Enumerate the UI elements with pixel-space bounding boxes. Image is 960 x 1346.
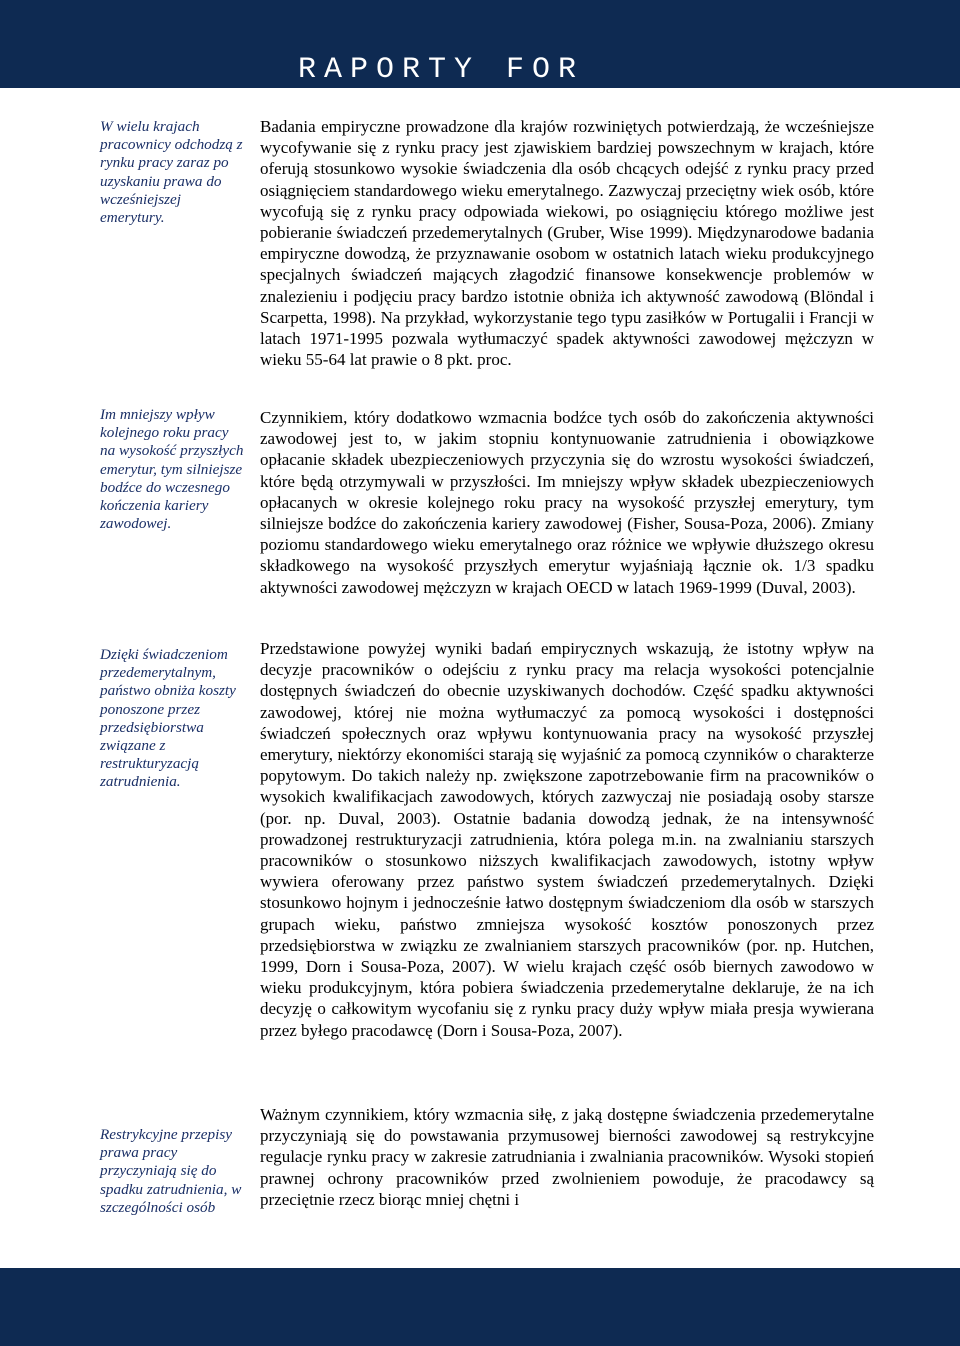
sidebar-note-early-retirement: W wielu krajach pracownicy odchodzą z rynku pracy zaraz po uzyskaniu prawa do wcześniejszej emerytury. (100, 118, 243, 227)
sidebar-note-pre-retirement-benefits: Dzięki świadczeniom przedemerytalnym, państwo obniża koszty ponoszone przez przedsiębiorstwa związane z restrukturyzacją zatrudnienia. (100, 646, 236, 791)
header-banner-title: RAPORTY FOR (298, 53, 585, 87)
paragraph-4: Ważnym czynnikiem, który wzmacnia siłę, z jaką dostępne świadczenia przedemerytalne przyczyniają się do powstawania przymusowej bierności zawodowej są restrykcyjne regulacje rynku pracy w zakresie zatrudniania i zwalniania pracowników. Wysoki stopień prawnej ochrony pracowników przed zwolnieniem powoduje, że pracodawcy są przeciętnie rzecz biorąc mniej chętni i (260, 1105, 874, 1209)
sidebar-note-labour-law: Restrykcyjne przepisy prawa pracy przyczyniają się do spadku zatrudnienia, w szczególności osób (100, 1126, 242, 1216)
sidebar-note-incentives: Im mniejszy wpływ kolejnego roku pracy na wysokość przyszłych emerytur, tym silniejsze bodźce do wczesnego kończenia kariery zawodowej. (100, 406, 244, 533)
footer-bar (0, 1268, 960, 1346)
paragraph-1: Badania empiryczne prowadzone dla krajów rozwiniętych potwierdzają, że wcześniejsze wycofywanie się z rynku pracy jest zjawiskiem bardziej powszechnym w krajach, które oferują stosunkowo wysokie świadczenia dla osób chcących odejść z rynku pracy przed osiągnięciem standardowego wieku emerytalnego. Zazwyczaj przeciętny wiek osób, które wycofują się z rynku pracy odpowiada wiekowi, po osiągnięciu którego możliwe jest pobieranie świadczeń przedemerytalnych (Gruber, Wise 1999). Międzynarodowe badania empiryczne dowodzą, że przyznawanie osobom w ostatnich latach wieku produkcyjnego specjalnych świadczeń mających złagodzić finansowe konsekwencje problemów w znalezieniu i podjęciu pracy bardzo istotnie obniża ich aktywność zawodową (Blöndal i Scarpetta, 1998). Na przykład, wykorzystanie tego typu zasiłków w Portugalii i Francji w latach 1971-1995 pozwala wytłumaczyć spadek aktywności zawodowej mężczyzn w wieku 55-64 lat prawie o 8 pkt. proc. (260, 117, 874, 370)
paragraph-3: Przedstawione powyżej wyniki badań empirycznych wskazują, że istotny wpływ na decyzje pracowników o odejściu z rynku pracy ma relacja wysokości potencjalnie dostępnych świadczeń do obecnie uzyskiwanych dochodów. Część spadku aktywności zawodowej, której nie można wytłumaczyć za pomocą wysokości i dostępności świadczeń społecznych oraz wpływu kontynuowania pracy na wysokość przyszłej emerytury, niektórzy ekonomiści starają się wyjaśnić za pomocą czynników o charakterze popytowym. Do takich należy np. zwiększone zapotrzebowanie firm na pracowników o wysokich kwalifikacjach zawodowych, których zazwyczaj nie posiadają osoby starsze (por. np. Duval, 2003). Ostatnie badania dowodzą jednak, że na intensywność prowadzonej restrukturyzacji zatrudnienia, która polega m.in. na zwalnianiu starszych pracowników o stosunkowo niższych kwalifikacjach zawodowych, istotny wpływ wywiera oferowany przez państwo system świadczeń przedemerytalnych. Dzięki stosunkowo hojnym i jednocześnie łatwo dostępnym świadczeniom dla osób w starszych grupach wieku, państwo zmniejsza wysokość kosztów ponoszonych przez przedsiębiorstwa w związku ze zwalnianiem starszych pracowników (por. np. Hutchen, 1999, Dorn i Sousa-Poza, 2007). W wielu krajach część osób biernych zawodowo w wieku produkcyjnym, która pobiera świadczenia przedemerytalne deklaruje, że na ich decyzję o całkowitym wycofaniu się z rynku pracy duży wpływ miała presja wywierana przez byłego pracodawcę (Dorn i Sousa-Poza, 2007). (260, 639, 874, 1040)
header-bar (0, 0, 960, 88)
paragraph-2: Czynnikiem, który dodatkowo wzmacnia bodźce tych osób do zakończenia aktywności zawodowej jest to, w jakim stopniu kontynuowanie zatrudnienia i obowiązkowe opłacanie składek ubezpieczeniowych przyczynia się do wzrostu wysokości świadczeń, które będą otrzymywali w przyszłości. Im mniejszy wpływ składek ubezpieczeniowych opłacanych w okresie kolejnego roku pracy na wysokość przyszłej emerytury, tym silniejsze bodźce do zakończenia kariery zawodowej (Fisher, Sousa-Poza, 2006). Zmiany poziomu standardowego wieku emerytalnego oraz różnice we wpływie dłuższego okresu składkowego na wysokość przyszłych emerytur wyjaśniają łącznie ok. 1/3 spadku aktywności zawodowej mężczyzn w krajach OECD w latach 1969-1999 (Duval, 2003). (260, 408, 874, 597)
